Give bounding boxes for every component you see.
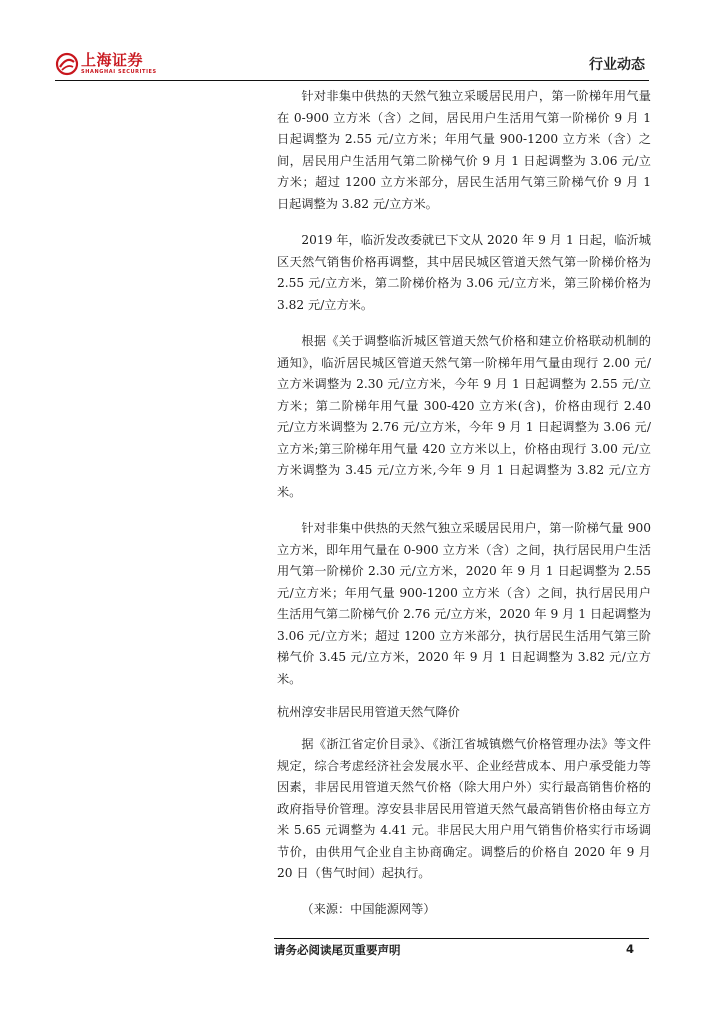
page-header — [55, 50, 649, 78]
disclaimer-notice: 请务必阅读尾页重要声明 — [274, 943, 401, 957]
paragraph: 2019 年，临沂发改委就已下文从 2020 年 9 月 1 日起，临沂城区天然气销售价格再调整，其中居民城区管道天然气第一阶梯价格为 2.55 元/立方米，第二阶梯价格为 3.06 元/立方米，第三阶梯价格为 3.82 元/立方米。 — [277, 233, 651, 312]
brand-logo — [55, 50, 157, 78]
brand-logo-icon — [55, 52, 79, 76]
source-note: （来源：中国能源网等） — [301, 901, 436, 916]
paragraph: 据《浙江省定价目录》、《浙江省城镇燃气价格管理办法》等文件规定，综合考虑经济社会发展水平、企业经营成本、用户承受能力等因素，非居民用管道天然气价格（除大用户外）实行最高销售价格的政府指导价管理。淳安县非居民用管道天然气最高销售价格由每立方米 5.65 元调整为 4.41 元。非居民大用户用气销售价格实行市场调节价，由供用气企业自主协商确定。调整后的价格自 2020 年 9 月 20 日（售气时间）起执行。 — [277, 737, 651, 880]
paragraph: 针对非集中供热的天然气独立采暖居民用户，第一阶梯气量 900 立方米，即年用气量在 0-900 立方米（含）之间，执行居民用户生活用气第一阶梯价 2.30 元/立方米，2020 年 9 月 1 日起调整为 2.55 元/立方米；年用气量 900-1200 立方米（含）之间，执行居民用户生活用气第二阶梯气价 2.76 元/立方米，2020 年 9 月 1 日起调整为 3.06 元/立方米；超过 1200 立方米部分，执行居民生活用气第三阶梯气价 3.45 元/立方米，2020 年 9 月 1 日起调整为 3.82 元/立方米。 — [277, 521, 651, 686]
header-divider — [55, 80, 649, 81]
paragraph: 针对非集中供热的天然气独立采暖居民用户，第一阶梯年用气量在 0-900 立方米（含）之间，居民用户生活用气第一阶梯价 9 月 1 日起调整为 2.55 元/立方米；年用气量 900-1200 立方米（含）之间，居民用户生活用气第二阶梯气价 9 月 1 日起调整为 3.06 元/立方米；超过 1200 立方米部分，居民生活用气第三阶梯气价 9 月 1 日起调整为 3.82 元/立方米。 — [277, 89, 651, 211]
main-content — [277, 86, 651, 690]
paragraph: 根据《关于调整临沂城区管道天然气价格和建立价格联动机制的通知》，临沂居民城区管道天然气第一阶梯年用气量由现行 2.00 元/立方米调整为 2.30 元/立方米，今年 9 月 1 日起调整为 2.55 元/立方米；第二阶梯年用气量 300-420 立方米(含)，价格由现行 2.40 元/立方米调整为 2.76 元/立方米，今年 9 月 1 日起调整为 3.06 元/立方米;第三阶梯年用气量 420 立方米以上，价格由现行 3.00 元/立方米调整为 3.45 元/立方米,今年 9 月 1 日起调整为 3.82 元/立方米。 — [277, 334, 651, 499]
page-number: 4 — [626, 942, 635, 956]
section-heading: 杭州淳安非居民用管道天然气降价 — [277, 705, 460, 719]
brand-name-cn: 上海证券 — [81, 51, 144, 69]
brand-name-en: SHANGHAI SECURITIES — [81, 69, 157, 75]
section-label: 行业动态 — [589, 57, 645, 73]
secondary-content — [277, 734, 651, 920]
footer-divider — [274, 938, 649, 939]
